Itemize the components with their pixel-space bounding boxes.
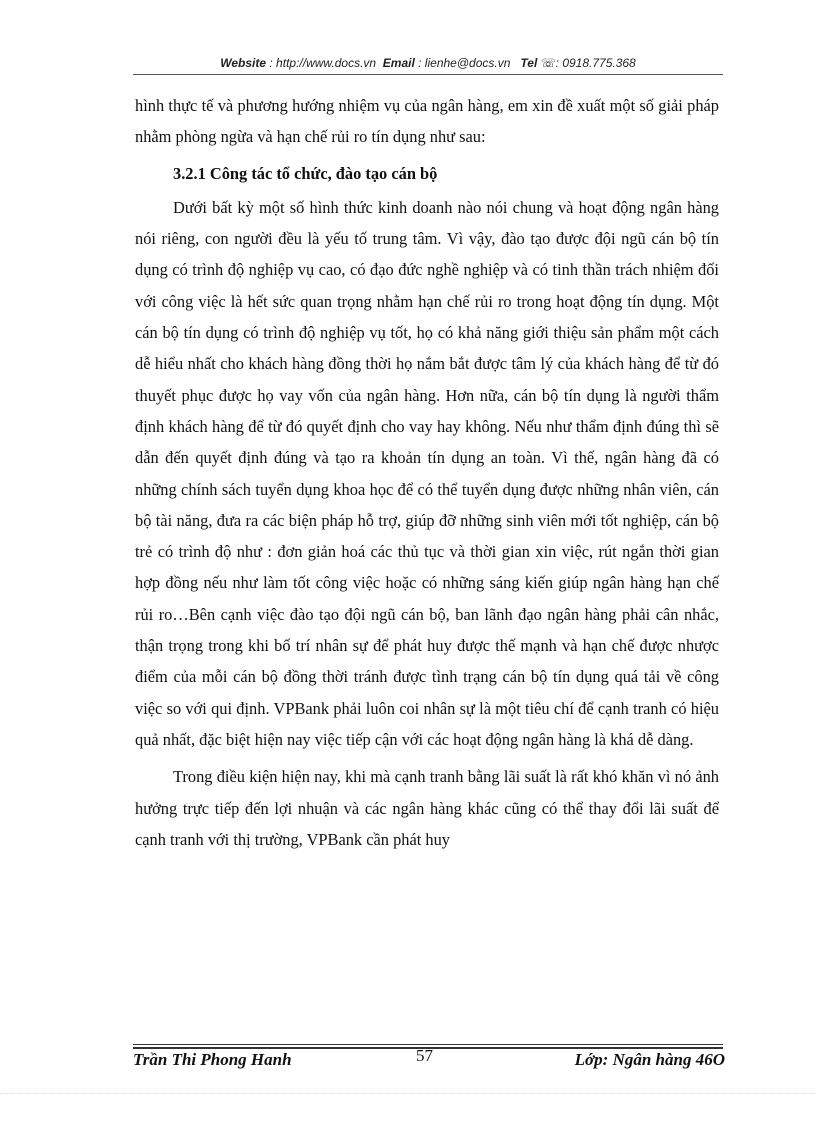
page-body [135, 90, 719, 855]
email-label: Email [382, 56, 415, 70]
header-rule [133, 74, 723, 75]
page-footer [133, 1046, 725, 1074]
page-bottom-dotted-line [0, 1093, 816, 1094]
page-number: 57 [416, 1046, 433, 1065]
section-heading: 3.2.1 Công tác tổ chức, đào tạo cán bộ [173, 163, 438, 183]
footer-author: Trần Thi Phong Hanh [133, 1050, 292, 1069]
footer-class: Lớp: Ngân hàng 46O [574, 1050, 725, 1069]
website-url: : http://www.docs.vn [269, 56, 377, 70]
footer-rule [133, 1044, 723, 1045]
intro-paragraph: hình thực tế và phương hướng nhiệm vụ của ngân hàng, em xin đề xuất một số giải pháp nhằm phòng ngừa và hạn chế rủi ro tín dụng như sau: [135, 96, 719, 147]
tel-number: : 0918.775.368 [555, 56, 636, 70]
telephone-icon: ☏ [540, 56, 556, 70]
email-address: : lienhe@docs.vn [418, 56, 511, 70]
website-label: Website [220, 56, 267, 70]
body-paragraph: Dưới bất kỳ một số hình thức kinh doanh nào nói chung và hoạt động ngân hàng nói riêng, con người đều là yếu tố trung tâm. Vì vậy, đào tạo được đội ngũ cán bộ tín dụng có trình độ nghiệp vụ cao, có đạo đức nghề nghiệp và có tinh thần trách nhiệm đối với công việc là hết sức quan trọng nhằm hạn chế rủi ro trong hoạt động tín dụng. Một cán bộ tín dụng có trình độ nghiệp vụ tốt, họ có khả năng giới thiệu sản phẩm một cách dễ hiểu nhất cho khách hàng đồng thời họ nắm bắt được tâm lý của khách hàng để từ đó thuyết phục được họ vay vốn của ngân hàng. Hơn nữa, cán bộ tín dụng là người thẩm định khách hàng để từ đó quyết định cho vay hay không. Nếu như thẩm định đúng thì sẽ dẫn đến quyết định đúng và tạo ra khoản tín dụng an toàn. Vì thế, ngân hàng đã có những chính sách tuyển dụng khoa học để có thể tuyển dụng được những nhân viên, cán bộ tài năng, đưa ra các biện pháp hỗ trợ, giúp đỡ những sinh viên mới tốt nghiệp, cán bộ trẻ có trình độ như : đơn giản hoá các thủ tục và thời gian xin việc, rút ngắn thời gian hợp đồng nếu như làm tốt công việc hoặc có những sáng kiến giúp ngân hàng hạn chế rủi ro…Bên cạnh việc đào tạo đội ngũ cán bộ, ban lãnh đạo ngân hàng phải cân nhắc, thận trọng trong khi bố trí nhân sự để phát huy được thế mạnh và hạn chế được nhược điểm của mỗi cán bộ đồng thời tránh được tình trạng cán bộ tín dụng quá tải về công việc so với qui định. VPBank phải luôn coi nhân sự là một tiêu chí để cạnh tranh có hiệu quả nhất, đặc biệt hiện nay việc tiếp cận với các hoạt động ngân hàng là khá dễ dàng. [135, 197, 719, 749]
tel-label: Tel [520, 56, 538, 70]
page-header [133, 56, 723, 70]
body-paragraph: Trong điều kiện hiện nay, khi mà cạnh tranh bằng lãi suất là rất khó khăn vì nó ảnh hưởng trực tiếp đến lợi nhuận và các ngân hàng khác cũng có thể thay đổi lãi suất để cạnh tranh với thị trường, VPBank cần phát huy [135, 767, 719, 849]
